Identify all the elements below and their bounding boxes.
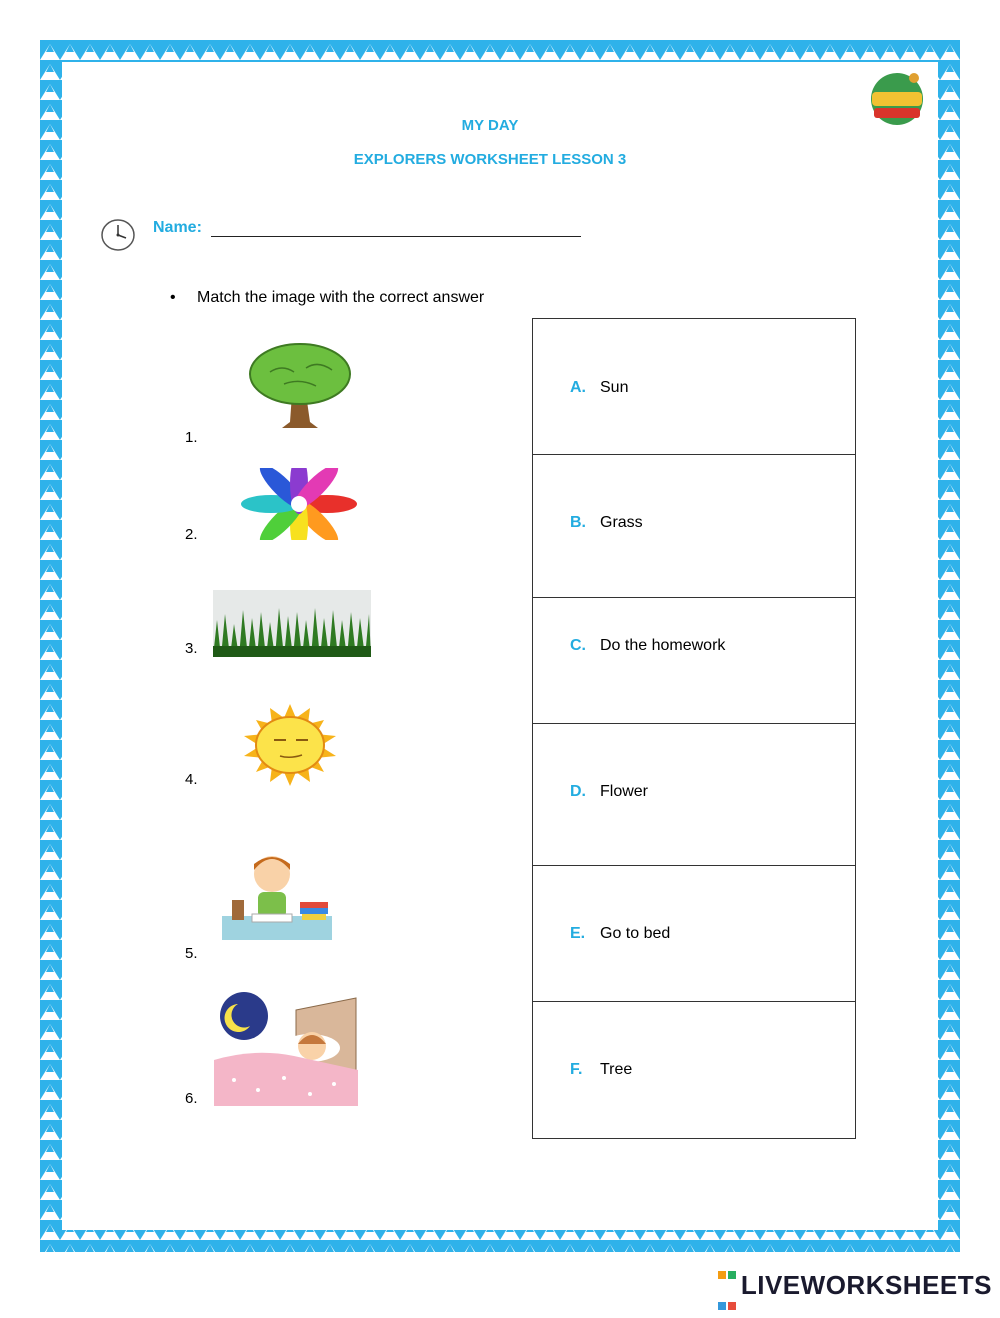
answer-letter: B. [570,514,586,531]
answer-text: Sun [600,379,629,396]
page-title: MY DAY [461,117,519,134]
answers-table [532,318,856,1139]
name-label: Name: [153,219,202,236]
sun-image [218,704,362,791]
item-number-4: 4. [185,771,198,788]
brand-blocks-icon [717,1256,737,1318]
item-number-1: 1. [185,429,198,446]
clock-icon [100,218,136,257]
answer-letter: D. [570,783,586,800]
instruction-text: Match the image with the correct answer [197,289,485,306]
item-number-5: 5. [185,945,198,962]
answer-letter: F. [570,1061,583,1078]
item-number-2: 2. [185,526,198,543]
brand-name: LIVEWORKSHEETS [740,1269,992,1300]
answer-cell-b[interactable] [533,455,855,598]
answer-text: Flower [600,783,649,800]
flower-image [238,468,360,545]
answer-letter: A. [570,379,586,396]
answer-cell-d[interactable] [533,724,855,866]
liveworksheets-logo[interactable] [717,1256,992,1318]
item-number-3: 3. [185,640,198,657]
answer-cell-c[interactable] [533,598,855,724]
answer-cell-a[interactable] [533,319,855,455]
page-subtitle: EXPLORERS WORKSHEET LESSON 3 [353,151,627,168]
answer-letter: E. [570,925,586,942]
instruction-bullet: • [170,289,176,306]
bed-image [214,990,358,1111]
tree-image [248,342,352,435]
answer-text: Do the homework [600,637,726,654]
answer-text: Tree [600,1061,633,1078]
item-number-6: 6. [185,1090,198,1107]
answer-text: Go to bed [600,925,671,942]
answer-letter: C. [570,637,586,654]
grass-image [213,590,371,662]
answer-text: Grass [600,514,643,531]
homework-image [222,850,332,947]
answer-cell-f[interactable] [533,1002,855,1138]
answer-cell-e[interactable] [533,866,855,1002]
name-input-line[interactable] [211,220,581,237]
